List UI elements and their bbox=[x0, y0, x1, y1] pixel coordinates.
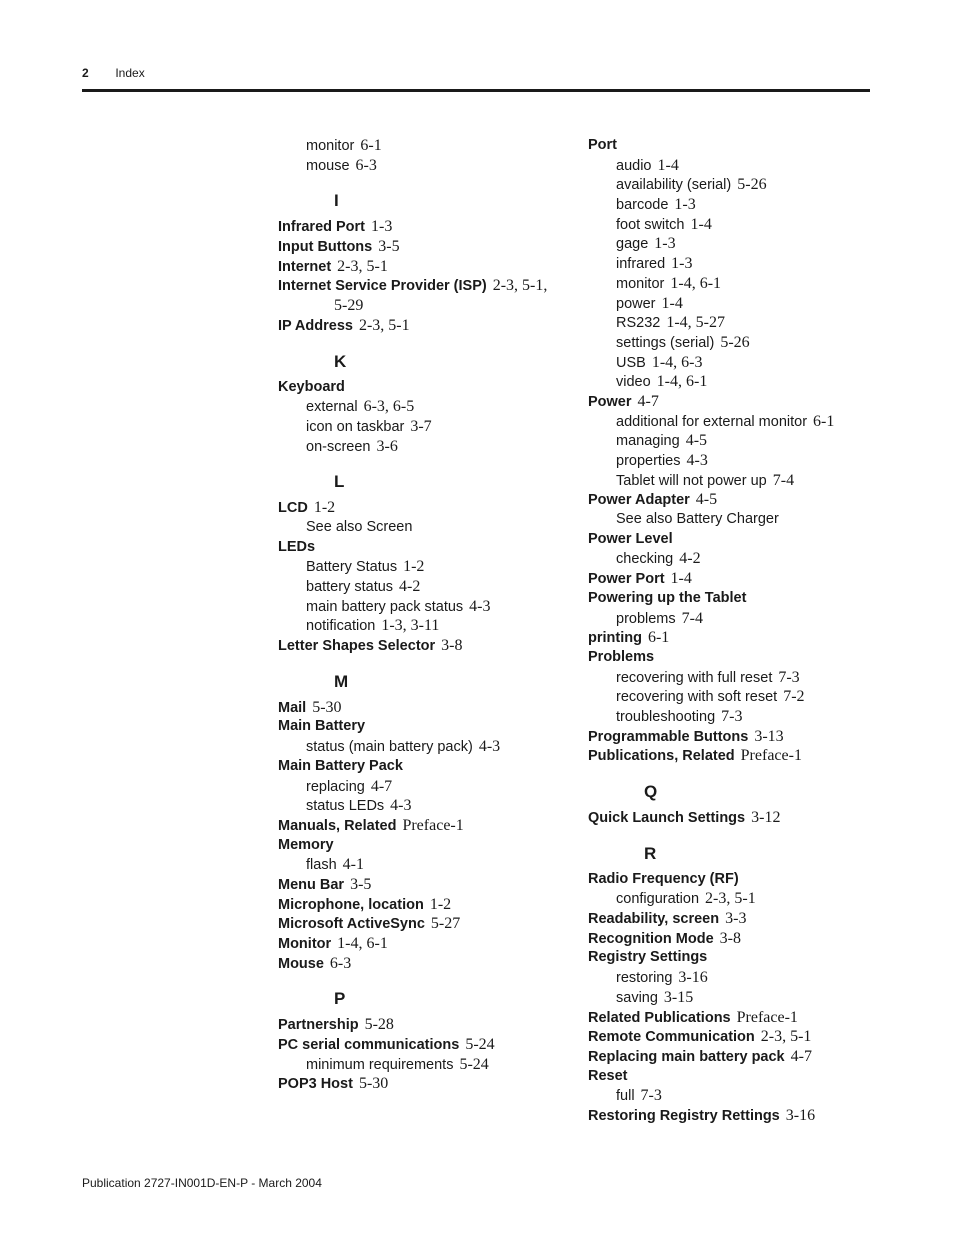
index-subentry bbox=[588, 372, 888, 392]
page-reference: 5-27 bbox=[430, 915, 461, 933]
index-subentry bbox=[278, 737, 578, 757]
index-term: managing bbox=[616, 433, 680, 450]
index-subentry bbox=[588, 687, 888, 707]
index-term: Radio Frequency (RF) bbox=[588, 870, 739, 887]
page-reference: 5-30 bbox=[312, 698, 342, 716]
page-header bbox=[82, 66, 145, 80]
index-term: Mail bbox=[278, 699, 307, 716]
index-subentry bbox=[278, 518, 578, 538]
index-entry bbox=[588, 490, 888, 510]
page-reference: 5-28 bbox=[364, 1016, 394, 1034]
index-entry bbox=[588, 136, 888, 156]
index-term: Power Adapter bbox=[588, 492, 690, 509]
page-reference: 1-3 bbox=[654, 235, 676, 253]
index-term: monitor bbox=[616, 275, 665, 292]
index-entry bbox=[588, 1027, 888, 1047]
index-subentry bbox=[588, 431, 888, 451]
index-entry bbox=[588, 648, 888, 668]
index-entry bbox=[588, 392, 888, 412]
index-term: Partnership bbox=[278, 1017, 359, 1034]
page-reference: 4-7 bbox=[637, 392, 659, 410]
index-letter-heading: I bbox=[334, 191, 339, 211]
page-reference: 4-3 bbox=[686, 452, 708, 469]
index-subentry bbox=[588, 412, 888, 432]
page-reference: 7-3 bbox=[640, 1087, 662, 1105]
index-entry bbox=[588, 1047, 888, 1067]
page-reference: 4-3 bbox=[478, 738, 501, 756]
index-subentry bbox=[588, 451, 888, 471]
page-reference: 3-5 bbox=[350, 875, 372, 893]
index-term: restoring bbox=[616, 970, 673, 987]
index-entry bbox=[278, 954, 578, 974]
index-term: Programmable Buttons bbox=[588, 728, 749, 745]
page-reference: 4-5 bbox=[695, 491, 718, 509]
index-term: Powering up the Tablet bbox=[588, 589, 747, 606]
index-term: Quick Launch Settings bbox=[588, 810, 746, 826]
index-term: Recognition Mode bbox=[588, 930, 714, 947]
page-reference: 1-3 bbox=[674, 196, 696, 214]
index-subentry bbox=[588, 968, 888, 988]
index-term: minimum requirements bbox=[306, 1056, 454, 1073]
index-entry bbox=[588, 1008, 888, 1028]
section-title: Index bbox=[115, 66, 145, 80]
page-reference: 2-3, 5-1, bbox=[492, 277, 548, 295]
index-term: Power bbox=[588, 393, 632, 410]
index-entry bbox=[588, 808, 888, 828]
page-reference: 3-3 bbox=[725, 910, 747, 928]
index-term: See also Screen bbox=[306, 518, 413, 535]
index-term: flash bbox=[306, 857, 337, 874]
index-subentry bbox=[588, 988, 888, 1008]
index-subentry bbox=[588, 333, 888, 353]
page-reference: Preface-1 bbox=[402, 816, 464, 834]
index-term: Memory bbox=[278, 836, 334, 853]
index-entry bbox=[278, 698, 578, 718]
index-term: LEDs bbox=[278, 538, 316, 555]
index-term: icon on taskbar bbox=[306, 418, 405, 435]
page-reference: 5-26 bbox=[737, 176, 767, 194]
index-subentry bbox=[588, 294, 888, 314]
index-term: audio bbox=[616, 157, 652, 174]
index-entry bbox=[588, 746, 888, 766]
index-entry bbox=[588, 569, 888, 589]
page-reference: 3-6 bbox=[376, 437, 398, 455]
index-entry bbox=[278, 816, 578, 836]
index-subentry bbox=[278, 597, 578, 617]
index-entry bbox=[588, 1067, 888, 1087]
index-term: See also Battery Charger bbox=[616, 511, 779, 528]
index-entry bbox=[588, 589, 888, 609]
index-term: Power Port bbox=[588, 571, 665, 588]
index-term: additional for external monitor bbox=[616, 413, 808, 430]
index-term: POP3 Host bbox=[278, 1076, 353, 1093]
index-term: LCD bbox=[278, 500, 308, 517]
index-term: recovering with soft reset bbox=[616, 689, 778, 706]
index-term: properties bbox=[616, 453, 681, 469]
index-term: Readability, screen bbox=[588, 911, 720, 928]
index-subentry bbox=[588, 353, 888, 373]
index-term: Restoring Registry Rettings bbox=[588, 1107, 780, 1124]
page-reference: 2-3, 5-1 bbox=[337, 257, 388, 275]
index-term: Tablet will not power up bbox=[616, 472, 767, 489]
index-subentry bbox=[278, 136, 578, 156]
index-subentry bbox=[588, 471, 888, 491]
index-term: barcode bbox=[616, 197, 669, 214]
header-rule bbox=[82, 89, 870, 92]
index-term: saving bbox=[616, 989, 658, 1006]
index-term: replacing bbox=[306, 778, 365, 795]
index-subentry bbox=[588, 1086, 888, 1106]
index-subentry bbox=[588, 609, 888, 629]
index-subentry bbox=[278, 156, 578, 176]
index-term: problems bbox=[616, 610, 676, 627]
index-term: power bbox=[616, 295, 656, 312]
page-reference: 1-4, 6-1 bbox=[656, 373, 708, 391]
index-term: Microsoft ActiveSync bbox=[278, 916, 425, 933]
page-reference: 6-3, 6-5 bbox=[363, 398, 415, 416]
index-term: USB bbox=[616, 354, 646, 371]
page-reference: 1-4 bbox=[657, 156, 679, 174]
page-reference: 6-3 bbox=[329, 954, 352, 972]
index-subentry bbox=[278, 577, 578, 597]
index-entry bbox=[278, 836, 578, 856]
page-reference: 7-3 bbox=[778, 668, 800, 686]
page-reference: 3-13 bbox=[754, 727, 784, 745]
index-term: Monitor bbox=[278, 936, 332, 952]
index-subentry bbox=[588, 215, 888, 235]
page-reference: 4-7 bbox=[790, 1047, 812, 1065]
index-entry bbox=[278, 237, 578, 257]
index-term: foot switch bbox=[616, 216, 685, 233]
page-reference: 1-3 bbox=[371, 218, 393, 236]
index-term: Manuals, Related bbox=[278, 817, 397, 834]
page-number: 2 bbox=[82, 66, 89, 80]
index-entry bbox=[588, 909, 888, 929]
index-term: main battery pack status bbox=[306, 598, 464, 615]
page-reference: 1-4 bbox=[670, 570, 692, 588]
index-letter-heading: Q bbox=[644, 782, 658, 801]
index-term: availability (serial) bbox=[616, 177, 732, 194]
index-subentry bbox=[588, 254, 888, 274]
index-term: Letter Shapes Selector bbox=[278, 638, 436, 655]
index-entry bbox=[278, 538, 578, 558]
page-reference: 1-2 bbox=[313, 499, 336, 517]
page-reference: 2-3, 5-1 bbox=[358, 316, 410, 334]
index-term: on-screen bbox=[306, 438, 371, 455]
page-reference: 3-16 bbox=[678, 969, 708, 987]
index-subentry bbox=[588, 549, 888, 569]
index-entry bbox=[278, 276, 578, 296]
index-term: recovering with full reset bbox=[616, 669, 773, 686]
index-term: Port bbox=[588, 137, 617, 153]
index-term: printing bbox=[588, 630, 642, 647]
page-reference: 4-5 bbox=[685, 432, 708, 450]
page-reference: Preface-1 bbox=[736, 1008, 798, 1026]
page-reference: 4-7 bbox=[370, 777, 393, 795]
index-term: status LEDs bbox=[306, 798, 385, 815]
index-term: Related Publications bbox=[588, 1009, 731, 1026]
page-reference: 6-1 bbox=[647, 629, 670, 647]
index-column-right bbox=[588, 136, 888, 1126]
page-reference: 4-3 bbox=[390, 797, 412, 815]
page-reference: 3-12 bbox=[751, 809, 781, 826]
index-entry bbox=[278, 1015, 578, 1035]
index-term: configuration bbox=[616, 891, 700, 908]
index-term: Main Battery bbox=[278, 718, 366, 735]
page-reference: 3-8 bbox=[441, 637, 463, 655]
page-reference: 3-5 bbox=[378, 238, 400, 256]
index-entry bbox=[588, 1106, 888, 1126]
page-reference: 1-4 bbox=[690, 215, 712, 233]
index-term: Input Buttons bbox=[278, 239, 373, 256]
index-subentry bbox=[588, 234, 888, 254]
index-entry bbox=[278, 757, 578, 777]
index-term: Publications, Related bbox=[588, 748, 735, 765]
index-subentry bbox=[588, 313, 888, 333]
index-term: RS232 bbox=[616, 315, 661, 332]
index-subentry bbox=[588, 707, 888, 727]
index-subentry bbox=[278, 616, 578, 636]
index-entry bbox=[588, 929, 888, 949]
index-term: battery status bbox=[306, 579, 394, 595]
index-entry bbox=[278, 316, 578, 336]
page-reference: 2-3, 5-1 bbox=[705, 890, 756, 908]
index-term: Internet bbox=[278, 258, 332, 275]
page-reference: 1-3 bbox=[671, 255, 693, 273]
page-reference: 5-30 bbox=[358, 1075, 389, 1093]
page-reference: 5-26 bbox=[720, 333, 750, 351]
index-letter-heading: R bbox=[644, 843, 657, 863]
index-term: notification bbox=[306, 618, 376, 635]
index-term: monitor bbox=[306, 138, 355, 154]
page-reference: Preface-1 bbox=[740, 747, 802, 765]
index-letter-heading: L bbox=[334, 472, 345, 492]
index-subentry bbox=[588, 156, 888, 176]
index-term: Remote Communication bbox=[588, 1029, 755, 1046]
index-term: external bbox=[306, 399, 358, 416]
index-subentry bbox=[278, 437, 578, 457]
page-reference: 7-2 bbox=[783, 688, 805, 706]
index-entry bbox=[588, 870, 888, 890]
index-subentry bbox=[278, 417, 578, 437]
index-term: Infrared Port bbox=[278, 219, 366, 236]
index-subentry bbox=[278, 557, 578, 577]
page-reference: 1-4, 5-27 bbox=[666, 314, 725, 332]
page-reference: 3-8 bbox=[719, 929, 741, 947]
index-subentry bbox=[278, 777, 578, 797]
index-term: Main Battery Pack bbox=[278, 757, 403, 774]
page-reference: 4-2 bbox=[679, 550, 701, 568]
publication-footer: Publication 2727-IN001D-EN-P - March 2004 bbox=[82, 1176, 322, 1190]
page-reference: 7-3 bbox=[721, 707, 743, 725]
index-entry bbox=[278, 1035, 578, 1055]
index-term: IP Address bbox=[278, 317, 353, 334]
page-reference: 6-1 bbox=[360, 137, 382, 154]
index-term: mouse bbox=[306, 157, 350, 174]
page-reference: 1-2 bbox=[429, 895, 452, 913]
index-entry bbox=[278, 1074, 578, 1094]
index-subentry bbox=[588, 195, 888, 215]
page-reference: 3-16 bbox=[785, 1106, 816, 1124]
index-letter-heading: K bbox=[334, 351, 347, 371]
index-term: Battery Status bbox=[306, 559, 398, 576]
index-entry bbox=[588, 628, 888, 648]
index-subentry bbox=[278, 397, 578, 417]
index-term: infrared bbox=[616, 256, 666, 273]
index-term: checking bbox=[616, 551, 674, 568]
page-reference: 1-3, 3-11 bbox=[381, 617, 440, 635]
index-column-left bbox=[278, 136, 578, 1094]
page-reference: 4-2 bbox=[399, 578, 421, 595]
index-term: Replacing main battery pack bbox=[588, 1048, 785, 1065]
page-reference: 1-4 bbox=[661, 294, 683, 312]
index-entry bbox=[278, 914, 578, 934]
index-term: status (main battery pack) bbox=[306, 739, 473, 756]
page-reference: 4-1 bbox=[342, 856, 364, 874]
index-subentry bbox=[278, 855, 578, 875]
index-term: Registry Settings bbox=[588, 949, 708, 966]
page-reference: 3-15 bbox=[663, 988, 694, 1006]
index-letter-heading: P bbox=[334, 989, 346, 1009]
page-reference: 1-4, 6-1 bbox=[337, 935, 388, 952]
index-entry bbox=[588, 948, 888, 968]
index-subentry bbox=[588, 668, 888, 688]
index-subentry bbox=[278, 1055, 578, 1075]
page-reference: 5-29 bbox=[334, 297, 364, 315]
index-term: Problems bbox=[588, 648, 655, 665]
page-reference: 3-7 bbox=[410, 417, 432, 435]
index-term: Mouse bbox=[278, 955, 324, 972]
index-term: Reset bbox=[588, 1067, 628, 1084]
page-reference: 1-2 bbox=[403, 558, 425, 576]
index-entry bbox=[278, 257, 578, 277]
index-term: Microphone, location bbox=[278, 896, 424, 913]
index-term: Internet Service Provider (ISP) bbox=[278, 278, 487, 295]
index-subentry bbox=[588, 510, 888, 530]
index-entry bbox=[278, 217, 578, 237]
page-reference: 4-3 bbox=[469, 597, 491, 615]
index-subentry bbox=[278, 796, 578, 816]
page-reference: 7-4 bbox=[772, 471, 795, 489]
page-reference: 2-3, 5-1 bbox=[760, 1028, 812, 1046]
page-reference: 7-4 bbox=[681, 609, 703, 627]
index-entry bbox=[278, 934, 578, 954]
index-entry bbox=[278, 498, 578, 518]
page-reference: 6-1 bbox=[813, 412, 835, 430]
index-term: Menu Bar bbox=[278, 876, 345, 893]
index-term: Keyboard bbox=[278, 378, 345, 395]
page-reference: 1-4, 6-3 bbox=[651, 353, 703, 371]
index-entry bbox=[588, 727, 888, 747]
index-entry bbox=[278, 895, 578, 915]
index-letter-heading: M bbox=[334, 671, 349, 691]
index-term: troubleshooting bbox=[616, 708, 716, 725]
page-reference: 5-24 bbox=[465, 1036, 495, 1054]
page-reference: 6-3 bbox=[355, 156, 377, 174]
index-subentry bbox=[588, 274, 888, 294]
index-entry bbox=[278, 875, 578, 895]
index-term: Power Level bbox=[588, 530, 673, 547]
index-entry bbox=[588, 530, 888, 550]
index-term: full bbox=[616, 1088, 635, 1105]
index-entry bbox=[278, 296, 578, 316]
page-reference: 1-4, 6-1 bbox=[670, 274, 722, 292]
page-reference: 5-24 bbox=[459, 1055, 489, 1073]
index-subentry bbox=[588, 889, 888, 909]
index-entry bbox=[278, 378, 578, 398]
index-entry bbox=[278, 636, 578, 656]
index-term: video bbox=[616, 374, 651, 391]
index-entry bbox=[278, 717, 578, 737]
index-term: settings (serial) bbox=[616, 334, 715, 351]
index-term: PC serial communications bbox=[278, 1037, 460, 1054]
index-subentry bbox=[588, 175, 888, 195]
index-term: gage bbox=[616, 236, 649, 253]
